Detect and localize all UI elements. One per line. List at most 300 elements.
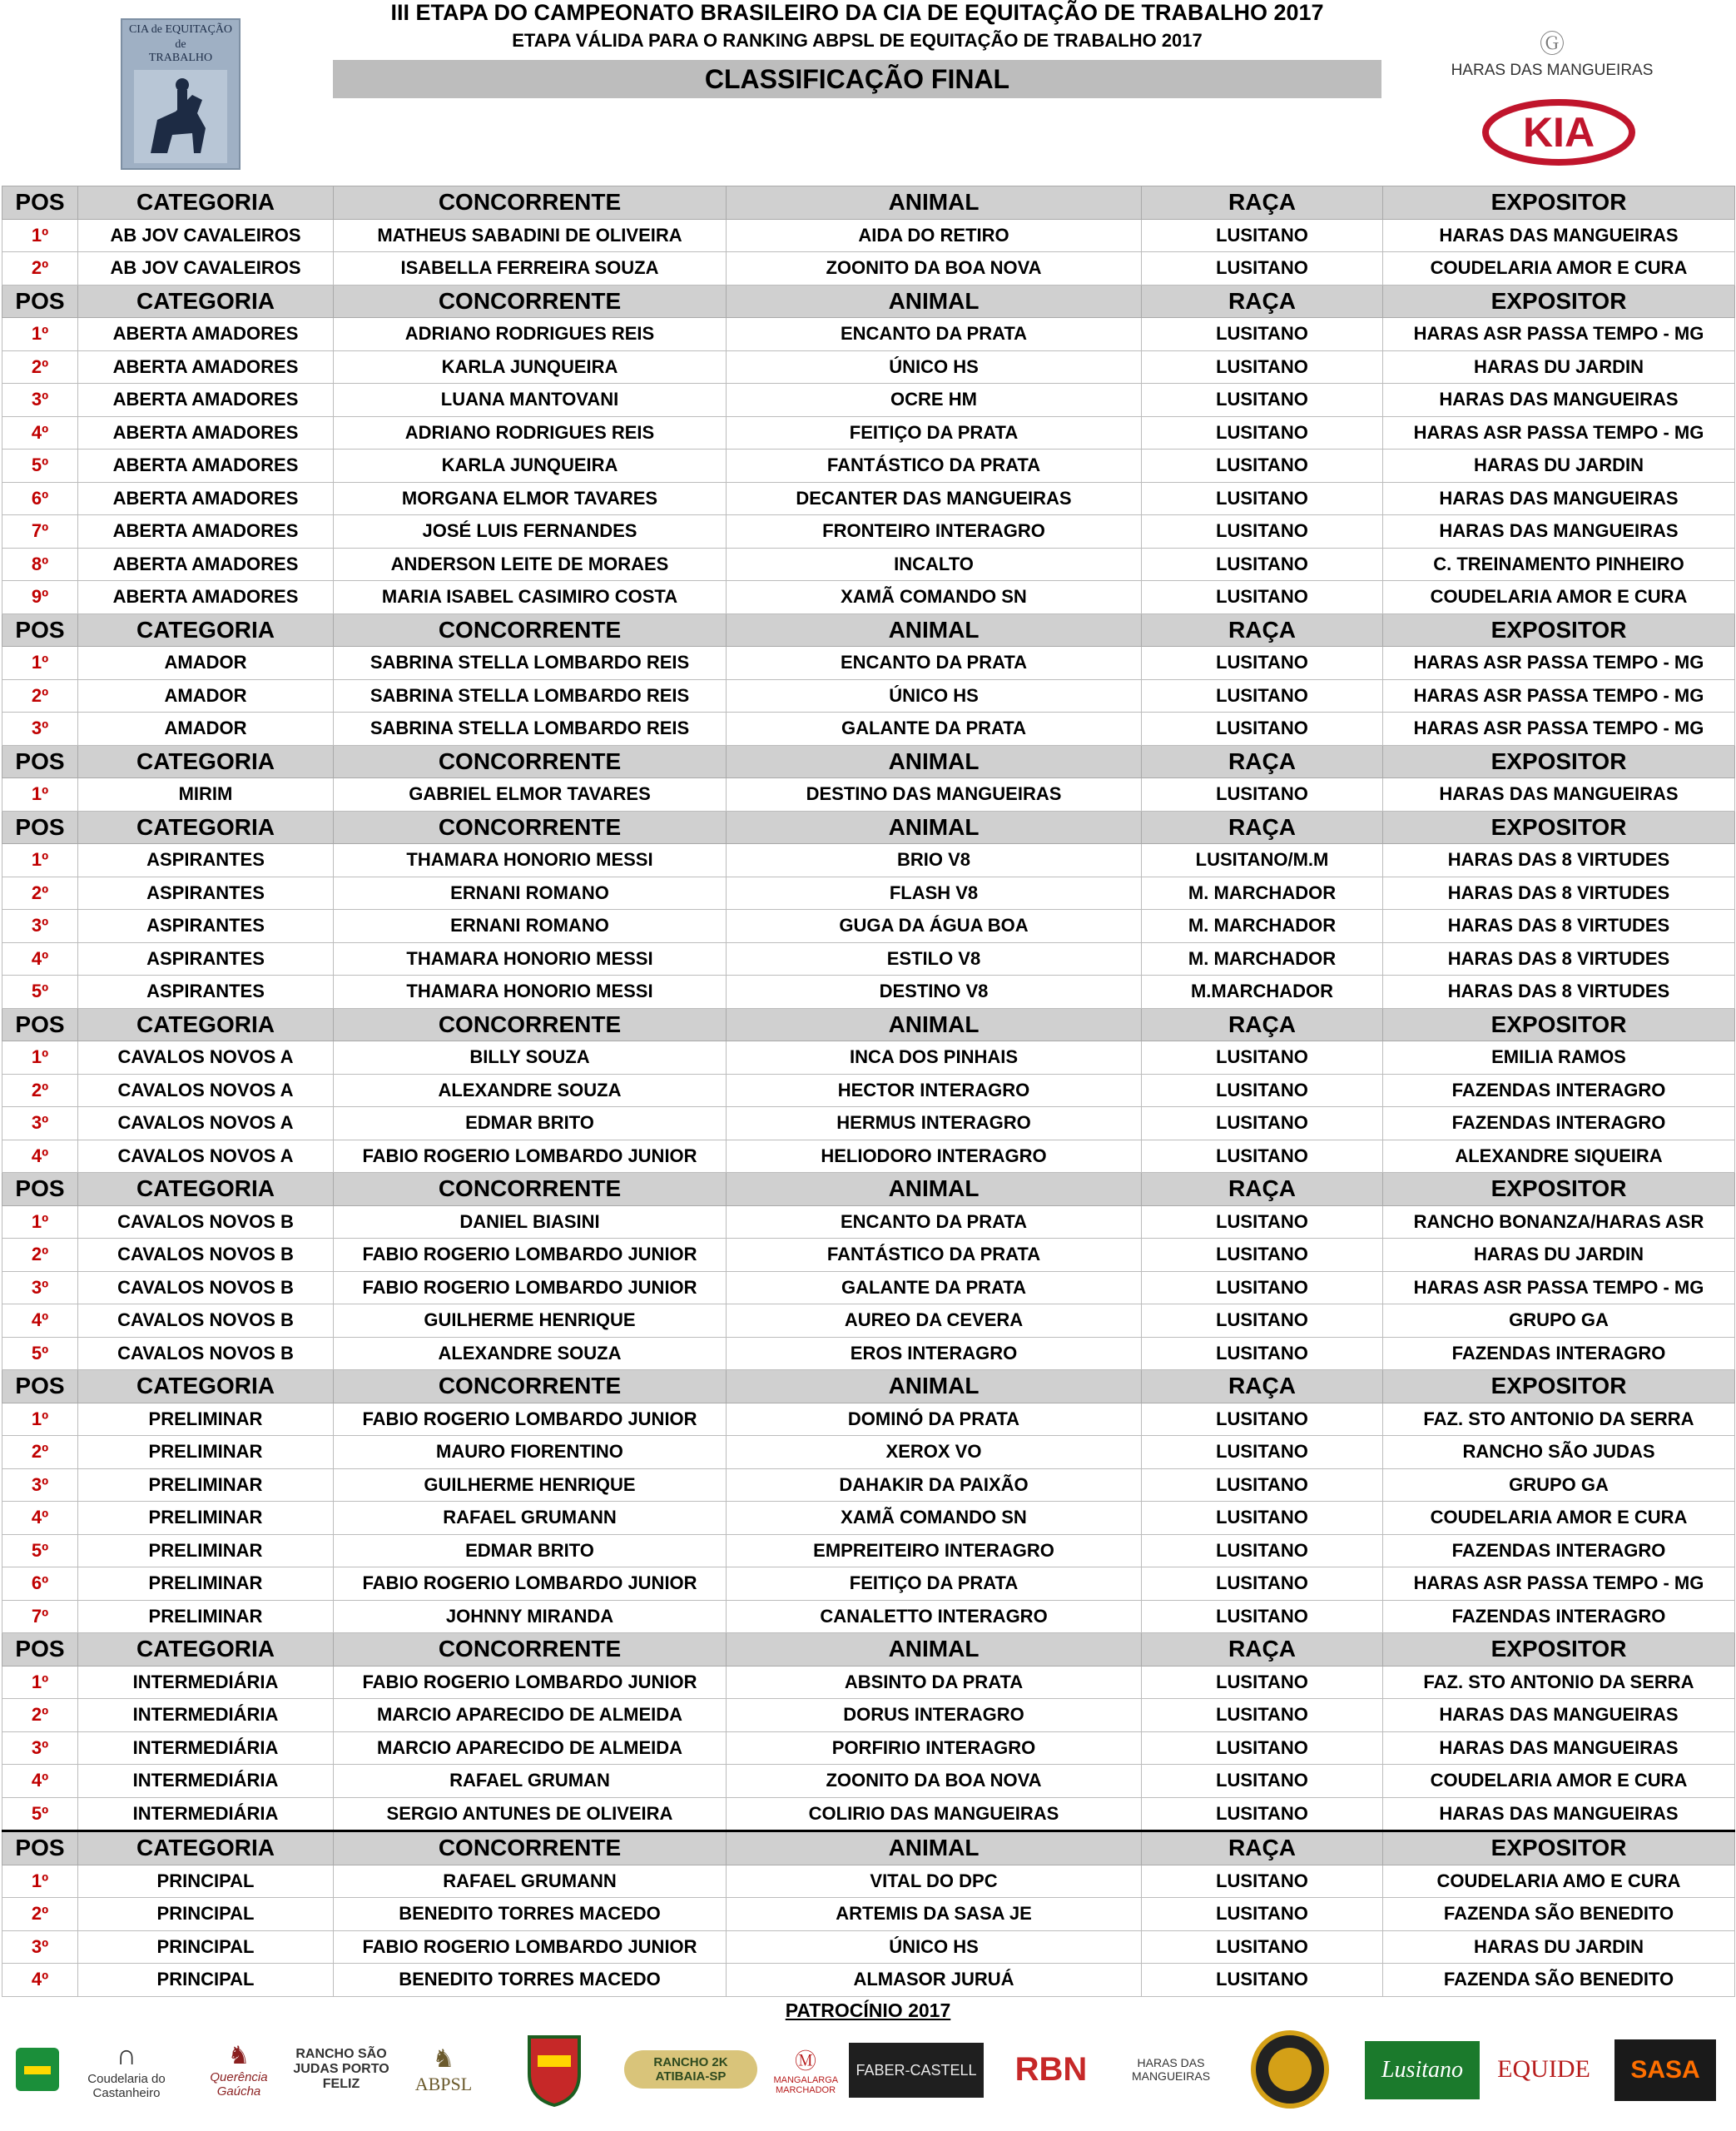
sponsor-text: SASA (1630, 2056, 1700, 2084)
cell-category: PRELIMINAR (78, 1436, 334, 1469)
table-row (2, 1239, 1735, 1272)
cell-animal: INCA DOS PINHAIS (727, 1041, 1142, 1075)
column-header-category: CATEGORIA (78, 1831, 334, 1865)
cell-exhibitor: HARAS DU JARDIN (1383, 450, 1735, 483)
cell-exhibitor: HARAS ASR PASSA TEMPO - MG (1383, 318, 1735, 351)
cell-animal: FANTÁSTICO DA PRATA (727, 1239, 1142, 1272)
table-row (2, 1436, 1735, 1469)
cell-pos: 7º (2, 515, 78, 549)
cell-exhibitor: FAZENDAS INTERAGRO (1383, 1074, 1735, 1107)
cell-exhibitor: FAZENDAS INTERAGRO (1383, 1534, 1735, 1567)
cell-animal: XEROX VO (727, 1436, 1142, 1469)
cell-exhibitor: HARAS DAS 8 VIRTUDES (1383, 910, 1735, 943)
table-row (2, 1600, 1735, 1633)
cell-competitor: EDMAR BRITO (334, 1534, 727, 1567)
cell-pos: 2º (2, 350, 78, 384)
cell-exhibitor: HARAS DAS 8 VIRTUDES (1383, 942, 1735, 976)
table-row (2, 1041, 1735, 1075)
cell-exhibitor: HARAS ASR PASSA TEMPO - MG (1383, 1567, 1735, 1601)
cell-competitor: ALEXANDRE SOUZA (334, 1074, 727, 1107)
table-row (2, 647, 1735, 680)
cell-exhibitor: FAZENDAS INTERAGRO (1383, 1600, 1735, 1633)
column-header-pos: POS (2, 745, 78, 778)
sponsor-rancho-2k (624, 2029, 757, 2109)
sponsor-faber-castell (849, 2043, 984, 2098)
table-row (2, 1534, 1735, 1567)
cell-category: ASPIRANTES (78, 877, 334, 910)
cell-category: ABERTA AMADORES (78, 416, 334, 450)
cell-exhibitor: HARAS DAS 8 VIRTUDES (1383, 877, 1735, 910)
cell-exhibitor: FAZENDAS INTERAGRO (1383, 1107, 1735, 1140)
cell-competitor: ADRIANO RODRIGUES REIS (334, 318, 727, 351)
column-header-breed: RAÇA (1142, 1831, 1383, 1865)
table-row (2, 1930, 1735, 1964)
cell-animal: DESTINO V8 (727, 976, 1142, 1009)
horseshoe-icon: ∩ (116, 2039, 137, 2071)
column-header-exhibitor: EXPOSITOR (1383, 1008, 1735, 1041)
cell-animal: ENCANTO DA PRATA (727, 318, 1142, 351)
cell-pos: 8º (2, 548, 78, 581)
cell-animal: ABSINTO DA PRATA (727, 1666, 1142, 1699)
cell-competitor: MORGANA ELMOR TAVARES (334, 482, 727, 515)
cell-animal: INCALTO (727, 548, 1142, 581)
cell-category: ABERTA AMADORES (78, 548, 334, 581)
cell-breed: LUSITANO (1142, 1436, 1383, 1469)
table-row (2, 1765, 1735, 1798)
cell-pos: 1º (2, 1041, 78, 1075)
cell-animal: FEITIÇO DA PRATA (727, 416, 1142, 450)
column-header-competitor: CONCORRENTE (334, 613, 727, 647)
cell-category: ABERTA AMADORES (78, 384, 334, 417)
column-header-pos: POS (2, 811, 78, 844)
cell-breed: LUSITANO (1142, 679, 1383, 713)
cell-competitor: ADRIANO RODRIGUES REIS (334, 416, 727, 450)
cell-competitor: ANDERSON LEITE DE MORAES (334, 548, 727, 581)
sponsor-equide (1491, 2029, 1596, 2109)
cell-exhibitor: COUDELARIA AMOR E CURA (1383, 252, 1735, 286)
cell-competitor: GUILHERME HENRIQUE (334, 1304, 727, 1338)
cell-breed: LUSITANO (1142, 548, 1383, 581)
column-header-pos: POS (2, 1008, 78, 1041)
cell-competitor: DANIEL BIASINI (334, 1205, 727, 1239)
cell-competitor: JOSÉ LUIS FERNANDES (334, 515, 727, 549)
cell-competitor: JOHNNY MIRANDA (334, 1600, 727, 1633)
kia-logo-text: KIA (1522, 109, 1595, 156)
section-header-row (2, 745, 1735, 778)
cell-competitor: MARCIO APARECIDO DE ALMEIDA (334, 1699, 727, 1732)
table-row (2, 350, 1735, 384)
cell-category: PRINCIPAL (78, 1898, 334, 1931)
cell-breed: LUSITANO (1142, 1239, 1383, 1272)
cell-category: ABERTA AMADORES (78, 318, 334, 351)
cell-exhibitor: GRUPO GA (1383, 1304, 1735, 1338)
cell-animal: XAMÃ COMANDO SN (727, 581, 1142, 614)
sponsor-text: RBN (1014, 2050, 1088, 2088)
column-header-breed: RAÇA (1142, 285, 1383, 318)
cell-animal: FLASH V8 (727, 877, 1142, 910)
cell-animal: COLIRIO DAS MANGUEIRAS (727, 1797, 1142, 1831)
cell-pos: 6º (2, 1567, 78, 1601)
cell-pos: 3º (2, 1468, 78, 1502)
column-header-breed: RAÇA (1142, 1370, 1383, 1403)
cell-pos: 2º (2, 679, 78, 713)
cell-animal: EMPREITEIRO INTERAGRO (727, 1534, 1142, 1567)
section-header-row (2, 1633, 1735, 1667)
cell-animal: ZOONITO DA BOA NOVA (727, 1765, 1142, 1798)
cell-pos: 2º (2, 252, 78, 286)
cell-breed: LUSITANO (1142, 318, 1383, 351)
horse-rider-icon (134, 70, 227, 163)
cell-competitor: MAURO FIORENTINO (334, 1436, 727, 1469)
logo-text-2: de (175, 38, 186, 51)
cell-category: CAVALOS NOVOS A (78, 1140, 334, 1173)
sponsor-rancho-sao-judas (290, 2029, 393, 2109)
table-row (2, 844, 1735, 877)
page-title: III ETAPA DO CAMPEONATO BRASILEIRO DA CIA DE EQUITAÇÃO DE TRABALHO 2017 (390, 0, 1324, 25)
cell-pos: 1º (2, 318, 78, 351)
cell-exhibitor: HARAS ASR PASSA TEMPO - MG (1383, 1271, 1735, 1304)
cell-category: ABERTA AMADORES (78, 350, 334, 384)
grupo-ga-shield-icon (526, 2032, 583, 2107)
column-header-animal: ANIMAL (727, 1173, 1142, 1206)
cell-pos: 4º (2, 1964, 78, 1997)
cell-competitor: GABRIEL ELMOR TAVARES (334, 778, 727, 812)
cell-breed: LUSITANO (1142, 1797, 1383, 1831)
cell-competitor: EDMAR BRITO (334, 1107, 727, 1140)
cell-pos: 5º (2, 450, 78, 483)
cell-exhibitor: HARAS DAS MANGUEIRAS (1383, 778, 1735, 812)
table-row (2, 548, 1735, 581)
column-header-competitor: CONCORRENTE (334, 285, 727, 318)
cell-pos: 3º (2, 713, 78, 746)
sponsor-text: Querência Gaúcha (210, 2069, 268, 2099)
cell-pos: 6º (2, 482, 78, 515)
section-header-row (2, 1173, 1735, 1206)
cell-pos: 1º (2, 647, 78, 680)
cell-pos: 4º (2, 1765, 78, 1798)
column-header-breed: RAÇA (1142, 811, 1383, 844)
column-header-category: CATEGORIA (78, 1173, 334, 1206)
column-header-pos: POS (2, 1633, 78, 1667)
cell-category: ABERTA AMADORES (78, 482, 334, 515)
cell-competitor: ERNANI ROMANO (334, 877, 727, 910)
column-header-exhibitor: EXPOSITOR (1383, 613, 1735, 647)
cell-pos: 1º (2, 778, 78, 812)
table-row (2, 1797, 1735, 1831)
column-header-competitor: CONCORRENTE (334, 1831, 727, 1865)
table-row (2, 1337, 1735, 1370)
sponsor-text: RANCHO 2K ATIBAIA-SP (624, 2050, 757, 2089)
column-header-animal: ANIMAL (727, 1633, 1142, 1667)
cell-exhibitor: RANCHO BONANZA/HARAS ASR (1383, 1205, 1735, 1239)
sponsor-sasa (1614, 2039, 1716, 2101)
table-row (2, 318, 1735, 351)
cell-animal: CANALETTO INTERAGRO (727, 1600, 1142, 1633)
cell-exhibitor: HARAS DU JARDIN (1383, 1239, 1735, 1272)
table-row (2, 976, 1735, 1009)
table-row (2, 515, 1735, 549)
cell-animal: ÚNICO HS (727, 350, 1142, 384)
cell-category: PRINCIPAL (78, 1964, 334, 1997)
sponsor-fazendas (12, 2029, 62, 2109)
gold-seal-icon (1250, 2029, 1330, 2109)
cell-breed: LUSITANO (1142, 1731, 1383, 1765)
cell-breed: LUSITANO (1142, 1403, 1383, 1436)
column-header-category: CATEGORIA (78, 1633, 334, 1667)
cell-pos: 1º (2, 1666, 78, 1699)
cell-exhibitor: HARAS DAS MANGUEIRAS (1383, 219, 1735, 252)
cell-category: ABERTA AMADORES (78, 581, 334, 614)
cell-pos: 4º (2, 1140, 78, 1173)
cell-animal: XAMÃ COMANDO SN (727, 1502, 1142, 1535)
cell-breed: LUSITANO (1142, 219, 1383, 252)
cell-pos: 3º (2, 384, 78, 417)
cell-category: MIRIM (78, 778, 334, 812)
table-row (2, 679, 1735, 713)
section-header-row (2, 186, 1735, 220)
cell-breed: M. MARCHADOR (1142, 942, 1383, 976)
cell-exhibitor: FAZENDA SÃO BENEDITO (1383, 1964, 1735, 1997)
cell-category: INTERMEDIÁRIA (78, 1765, 334, 1798)
cell-pos: 4º (2, 942, 78, 976)
cell-competitor: FABIO ROGERIO LOMBARDO JUNIOR (334, 1666, 727, 1699)
cell-animal: ARTEMIS DA SASA JE (727, 1898, 1142, 1931)
cell-animal: DECANTER DAS MANGUEIRAS (727, 482, 1142, 515)
column-header-competitor: CONCORRENTE (334, 745, 727, 778)
sponsor-lusitano (1365, 2041, 1480, 2099)
cell-pos: 4º (2, 1304, 78, 1338)
cell-breed: LUSITANO (1142, 1271, 1383, 1304)
column-header-animal: ANIMAL (727, 1831, 1142, 1865)
table-row (2, 416, 1735, 450)
column-header-competitor: CONCORRENTE (334, 1008, 727, 1041)
cell-exhibitor: GRUPO GA (1383, 1468, 1735, 1502)
cell-exhibitor: HARAS DAS MANGUEIRAS (1383, 1699, 1735, 1732)
cell-exhibitor: C. TREINAMENTO PINHEIRO (1383, 548, 1735, 581)
column-header-animal: ANIMAL (727, 186, 1142, 220)
sponsor-text: HARAS DAS MANGUEIRAS (1131, 2056, 1211, 2083)
sponsor-mangalarga (773, 2029, 839, 2109)
cell-breed: LUSITANO (1142, 778, 1383, 812)
cell-breed: LUSITANO (1142, 350, 1383, 384)
final-classification-banner: CLASSIFICAÇÃO FINAL (333, 60, 1381, 98)
cell-pos: 1º (2, 1403, 78, 1436)
cell-pos: 5º (2, 1534, 78, 1567)
cell-breed: LUSITANO (1142, 1502, 1383, 1535)
column-header-breed: RAÇA (1142, 1008, 1383, 1041)
column-header-competitor: CONCORRENTE (334, 186, 727, 220)
cell-pos: 1º (2, 1865, 78, 1898)
cell-pos: 1º (2, 844, 78, 877)
cell-category: CAVALOS NOVOS B (78, 1337, 334, 1370)
column-header-exhibitor: EXPOSITOR (1383, 745, 1735, 778)
cell-animal: DESTINO DAS MANGUEIRAS (727, 778, 1142, 812)
cell-breed: LUSITANO (1142, 1964, 1383, 1997)
mangalarga-icon: Ⓜ (794, 2048, 816, 2074)
cell-competitor: THAMARA HONORIO MESSI (334, 844, 727, 877)
fazendas-icon (12, 2044, 62, 2094)
column-header-breed: RAÇA (1142, 1633, 1383, 1667)
table-row (2, 1107, 1735, 1140)
table-row (2, 910, 1735, 943)
cell-animal: HERMUS INTERAGRO (727, 1107, 1142, 1140)
cell-breed: LUSITANO (1142, 647, 1383, 680)
cell-competitor: FABIO ROGERIO LOMBARDO JUNIOR (334, 1403, 727, 1436)
cell-breed: LUSITANO (1142, 1304, 1383, 1338)
cell-category: AMADOR (78, 647, 334, 680)
cell-breed: LUSITANO (1142, 1074, 1383, 1107)
cell-pos: 3º (2, 1731, 78, 1765)
cell-category: CAVALOS NOVOS B (78, 1239, 334, 1272)
cell-breed: M.MARCHADOR (1142, 976, 1383, 1009)
cell-exhibitor: HARAS DAS MANGUEIRAS (1383, 482, 1735, 515)
cell-category: PRELIMINAR (78, 1567, 334, 1601)
cell-competitor: MATHEUS SABADINI DE OLIVEIRA (334, 219, 727, 252)
column-header-exhibitor: EXPOSITOR (1383, 811, 1735, 844)
cell-competitor: RAFAEL GRUMANN (334, 1502, 727, 1535)
column-header-category: CATEGORIA (78, 1008, 334, 1041)
cell-breed: LUSITANO (1142, 252, 1383, 286)
table-row (2, 1304, 1735, 1338)
cell-breed: LUSITANO (1142, 1699, 1383, 1732)
cell-pos: 1º (2, 219, 78, 252)
section-header-row (2, 613, 1735, 647)
cell-exhibitor: COUDELARIA AMOR E CURA (1383, 1502, 1735, 1535)
cia-equitacao-logo (121, 18, 241, 170)
sponsor-text: ABPSL (414, 2073, 473, 2094)
cell-animal: FEITIÇO DA PRATA (727, 1567, 1142, 1601)
cell-category: PRINCIPAL (78, 1865, 334, 1898)
cell-category: AMADOR (78, 713, 334, 746)
cell-pos: 7º (2, 1600, 78, 1633)
column-header-breed: RAÇA (1142, 186, 1383, 220)
haras-logo-text: HARAS DAS MANGUEIRAS (1451, 62, 1654, 79)
sponsor-text: EQUIDE (1497, 2055, 1590, 2083)
table-row (2, 1502, 1735, 1535)
column-header-pos: POS (2, 1370, 78, 1403)
cell-breed: LUSITANO (1142, 1930, 1383, 1964)
cell-exhibitor: COUDELARIA AMOR E CURA (1383, 1765, 1735, 1798)
cell-breed: LUSITANO (1142, 384, 1383, 417)
section-header-row (2, 811, 1735, 844)
cell-category: CAVALOS NOVOS A (78, 1041, 334, 1075)
cell-breed: LUSITANO/M.M (1142, 844, 1383, 877)
sponsor-text: Lusitano (1381, 2057, 1464, 2083)
rider-icon: ♞ (227, 2041, 250, 2069)
cell-exhibitor: HARAS ASR PASSA TEMPO - MG (1383, 713, 1735, 746)
cell-pos: 2º (2, 877, 78, 910)
cell-animal: ZOONITO DA BOA NOVA (727, 252, 1142, 286)
cell-breed: LUSITANO (1142, 1666, 1383, 1699)
sponsors-title: PATROCÍNIO 2017 (785, 1999, 951, 2021)
cell-pos: 5º (2, 1337, 78, 1370)
cell-breed: LUSITANO (1142, 482, 1383, 515)
column-header-animal: ANIMAL (727, 1008, 1142, 1041)
table-row (2, 581, 1735, 614)
cell-breed: LUSITANO (1142, 1107, 1383, 1140)
cell-exhibitor: FAZENDA SÃO BENEDITO (1383, 1898, 1735, 1931)
sponsors-strip (0, 2023, 1736, 2123)
cell-competitor: GUILHERME HENRIQUE (334, 1468, 727, 1502)
cell-breed: LUSITANO (1142, 450, 1383, 483)
table-row (2, 219, 1735, 252)
cell-exhibitor: HARAS ASR PASSA TEMPO - MG (1383, 647, 1735, 680)
cell-competitor: KARLA JUNQUEIRA (334, 350, 727, 384)
table-row (2, 1403, 1735, 1436)
cell-category: INTERMEDIÁRIA (78, 1731, 334, 1765)
cell-pos: 5º (2, 1797, 78, 1831)
cell-category: PRELIMINAR (78, 1468, 334, 1502)
cell-pos: 2º (2, 1898, 78, 1931)
column-header-competitor: CONCORRENTE (334, 1173, 727, 1206)
cell-breed: LUSITANO (1142, 1140, 1383, 1173)
cell-competitor: BENEDITO TORRES MACEDO (334, 1898, 727, 1931)
cell-exhibitor: EMILIA RAMOS (1383, 1041, 1735, 1075)
table-row (2, 713, 1735, 746)
cell-exhibitor: FAZ. STO ANTONIO DA SERRA (1383, 1666, 1735, 1699)
cell-exhibitor: HARAS DAS MANGUEIRAS (1383, 1731, 1735, 1765)
cell-exhibitor: FAZ. STO ANTONIO DA SERRA (1383, 1403, 1735, 1436)
column-header-pos: POS (2, 1173, 78, 1206)
cell-competitor: SABRINA STELLA LOMBARDO REIS (334, 647, 727, 680)
cell-animal: ALMASOR JURUÁ (727, 1964, 1142, 1997)
cell-breed: LUSITANO (1142, 1205, 1383, 1239)
column-header-exhibitor: EXPOSITOR (1383, 1633, 1735, 1667)
column-header-breed: RAÇA (1142, 613, 1383, 647)
cell-pos: 1º (2, 1205, 78, 1239)
column-header-animal: ANIMAL (727, 285, 1142, 318)
table-row (2, 450, 1735, 483)
sponsor-grupo-ga (526, 2029, 583, 2109)
cell-pos: 4º (2, 1502, 78, 1535)
table-row (2, 942, 1735, 976)
cell-category: CAVALOS NOVOS A (78, 1074, 334, 1107)
cell-pos: 9º (2, 581, 78, 614)
cell-exhibitor: HARAS DAS MANGUEIRAS (1383, 1797, 1735, 1831)
cell-competitor: RAFAEL GRUMAN (334, 1765, 727, 1798)
cell-competitor: ERNANI ROMANO (334, 910, 727, 943)
cell-pos: 4º (2, 416, 78, 450)
cell-breed: M. MARCHADOR (1142, 910, 1383, 943)
sponsor-text: RANCHO SÃO JUDAS PORTO FELIZ (293, 2047, 389, 2091)
cell-category: PRELIMINAR (78, 1502, 334, 1535)
cell-animal: FRONTEIRO INTERAGRO (727, 515, 1142, 549)
table-row (2, 1468, 1735, 1502)
cell-category: CAVALOS NOVOS B (78, 1271, 334, 1304)
table-row (2, 384, 1735, 417)
column-header-exhibitor: EXPOSITOR (1383, 186, 1735, 220)
cell-exhibitor: HARAS DAS 8 VIRTUDES (1383, 844, 1735, 877)
cell-animal: EROS INTERAGRO (727, 1337, 1142, 1370)
haras-mangueiras-logo (1448, 23, 1656, 80)
cell-category: ASPIRANTES (78, 844, 334, 877)
cell-competitor: FABIO ROGERIO LOMBARDO JUNIOR (334, 1140, 727, 1173)
cell-competitor: FABIO ROGERIO LOMBARDO JUNIOR (334, 1239, 727, 1272)
cell-animal: GALANTE DA PRATA (727, 1271, 1142, 1304)
cell-animal: OCRE HM (727, 384, 1142, 417)
cell-exhibitor: COUDELARIA AMO E CURA (1383, 1865, 1735, 1898)
column-header-category: CATEGORIA (78, 186, 334, 220)
cell-exhibitor: RANCHO SÃO JUDAS (1383, 1436, 1735, 1469)
haras-mark-icon: Ⓖ (1540, 31, 1565, 58)
cell-competitor: FABIO ROGERIO LOMBARDO JUNIOR (334, 1271, 727, 1304)
cell-pos: 2º (2, 1436, 78, 1469)
column-header-exhibitor: EXPOSITOR (1383, 1370, 1735, 1403)
cell-competitor: BILLY SOUZA (334, 1041, 727, 1075)
cell-pos: 5º (2, 976, 78, 1009)
cell-competitor: KARLA JUNQUEIRA (334, 450, 727, 483)
cell-category: PRELIMINAR (78, 1600, 334, 1633)
